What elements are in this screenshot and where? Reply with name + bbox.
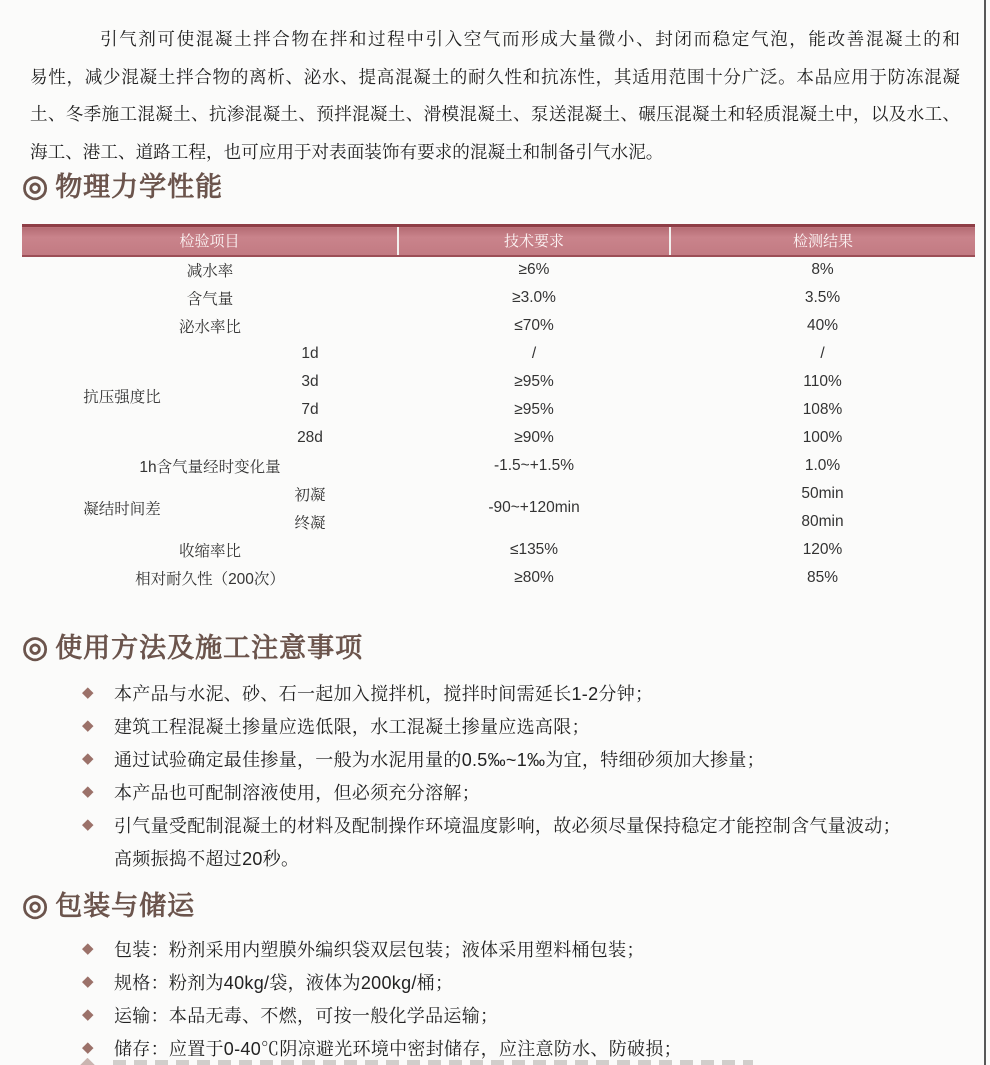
list-item-text: 运输：本品无毒、不燃，可按一般化学品运输； [114,1005,499,1026]
cell-result: 3.5% [804,288,841,306]
paragraph-line: 海工、港工、道路工程，也可应用于对表面装饰有要求的混凝土和制备引气水泥。 [30,141,664,162]
cell-requirement: ≥95% [514,372,554,390]
table-row [22,564,975,592]
table-body [22,256,975,592]
diamond-bullet-icon: ◆ [82,1006,94,1023]
cell-requirement: -1.5~+1.5% [493,456,575,474]
page-edge-line [984,0,986,1065]
table-header-row [22,226,975,256]
list-item-text: 规格：粉剂为40kg/袋，液体为200kg/桶； [114,972,454,993]
cell-requirement: ≥6% [518,261,550,278]
intro-paragraph [30,21,960,171]
diamond-bullet-icon: ◆ [82,940,94,957]
cell-result: 108% [802,400,843,418]
diamond-bullet-icon: ◆ [82,783,94,800]
list-item [30,808,960,841]
cell-result: 80min [801,512,844,530]
cell-requirement: ≥95% [514,400,554,418]
cell-result: 8% [811,261,834,278]
list-item-text: 通过试验确定最佳掺量，一般为水泥用量的0.5‰~1‰为宜，特细砂须加大掺量； [114,749,765,770]
cell-item-group: 抗压强度比 [83,388,161,406]
cell-item: 减水率 [186,263,234,280]
usage-list [30,676,960,874]
cell-item: 1h含气量经时变化量 [139,458,281,476]
table-row [22,480,975,508]
cell-result: 50min [801,484,844,502]
cell-sub-item: 28d [297,428,323,446]
section-title: 物理力学性能 [55,172,224,202]
list-item-text: 本产品也可配制溶液使用，但必须充分溶解； [114,782,480,803]
list-item [30,965,960,998]
cell-requirement: -90~+120min [488,498,580,516]
list-item [30,742,960,775]
list-item-text: 本产品与水泥、砂、石一起加入搅拌机，搅拌时间需延长1-2分钟； [114,683,654,704]
cell-result: / [820,344,825,362]
table-row [22,340,975,368]
list-item-text: 储存：应置于0-40℃阴凉避光环境中密封储存，应注意防水、防破损； [114,1038,682,1059]
cell-sub-item: 7d [301,400,319,418]
diamond-bullet-icon: ◆ [82,1039,94,1056]
cell-sub-item: 3d [301,372,319,390]
cell-sub-item: 终凝 [294,514,326,532]
column-header-result: 检测结果 [670,226,975,256]
section-marker-icon: ◎ [22,889,49,922]
table-row [22,256,975,284]
section-title: 包装与储运 [55,891,196,921]
cell-item: 含气量 [186,290,234,308]
table-row [22,452,975,480]
list-item [30,998,960,1031]
list-item-text: 包装：粉剂采用内塑膜外编织袋双层包装；液体采用塑料桶包装； [114,939,645,960]
table-row [22,536,975,564]
diamond-bullet-icon: ◆ [82,717,94,734]
table-row [22,312,975,340]
cell-item: 相对耐久性（200次） [135,570,285,588]
cell-requirement: ≥80% [514,568,554,586]
cell-requirement: ≥3.0% [512,288,556,306]
paragraph-line: 引气剂可使混凝土拌合物在拌和过程中引入空气而形成大量微小、封闭而稳定气泡，能改善混凝土的和 [100,29,960,49]
cell-item-group: 凝结时间差 [83,500,161,518]
paragraph-line: 土、冬季施工混凝土、抗渗混凝土、预拌混凝土、滑模混凝土、泵送混凝土、碾压混凝土和轻质混凝土中，以及水工、 [30,104,960,124]
section-marker-icon: ◎ [22,631,49,664]
diamond-bullet-icon [80,1058,96,1065]
cutoff-text-fragments [113,1060,753,1065]
diamond-bullet-icon: ◆ [82,816,94,833]
list-item-text: 高频振捣不超过20秒。 [114,848,300,869]
cell-result: 100% [802,428,843,446]
cell-item: 泌水率比 [179,318,242,336]
cell-requirement: ≥90% [514,428,554,446]
column-header-item: 检验项目 [22,226,398,256]
cell-result: 110% [803,372,842,390]
table-row [22,284,975,312]
cell-result: 40% [807,316,839,334]
diamond-bullet-icon: ◆ [82,973,94,990]
list-item [30,775,960,808]
cutoff-text-line [30,1058,960,1065]
section-title: 使用方法及施工注意事项 [55,633,364,663]
packaging-list [30,932,960,1064]
list-item-text: 引气量受配制混凝土的材料及配制操作环境温度影响，故必须尽量保持稳定才能控制含气量波动； [114,815,901,836]
column-header-requirement: 技术要求 [398,226,670,256]
list-item-text: 建筑工程混凝土掺量应选低限，水工混凝土掺量应选高限； [114,716,590,737]
list-item [30,709,960,742]
cell-requirement: ≤135% [509,540,559,558]
properties-table [22,224,975,592]
list-item [30,841,960,874]
diamond-bullet-icon: ◆ [82,750,94,767]
cell-sub-item: 1d [301,344,319,362]
section-heading-packaging [22,889,195,923]
list-item [30,932,960,965]
section-heading-physical-properties [22,170,223,204]
cell-item: 收缩率比 [179,542,242,560]
paragraph-line: 易性，减少混凝土拌合物的离析、泌水、提高混凝土的耐久性和抗冻性，其适用范围十分广泛。本品应用于防冻混凝 [30,66,960,87]
cell-result: 85% [807,568,839,586]
section-marker-icon: ◎ [22,170,49,203]
list-item [30,676,960,709]
cell-requirement: ≤70% [514,316,554,334]
cell-sub-item: 初凝 [294,486,326,504]
cell-result: 1.0% [804,456,841,474]
diamond-bullet-icon: ◆ [82,684,94,701]
cell-result: 120% [802,540,843,558]
section-heading-usage [22,631,363,665]
cell-requirement: / [531,344,537,362]
